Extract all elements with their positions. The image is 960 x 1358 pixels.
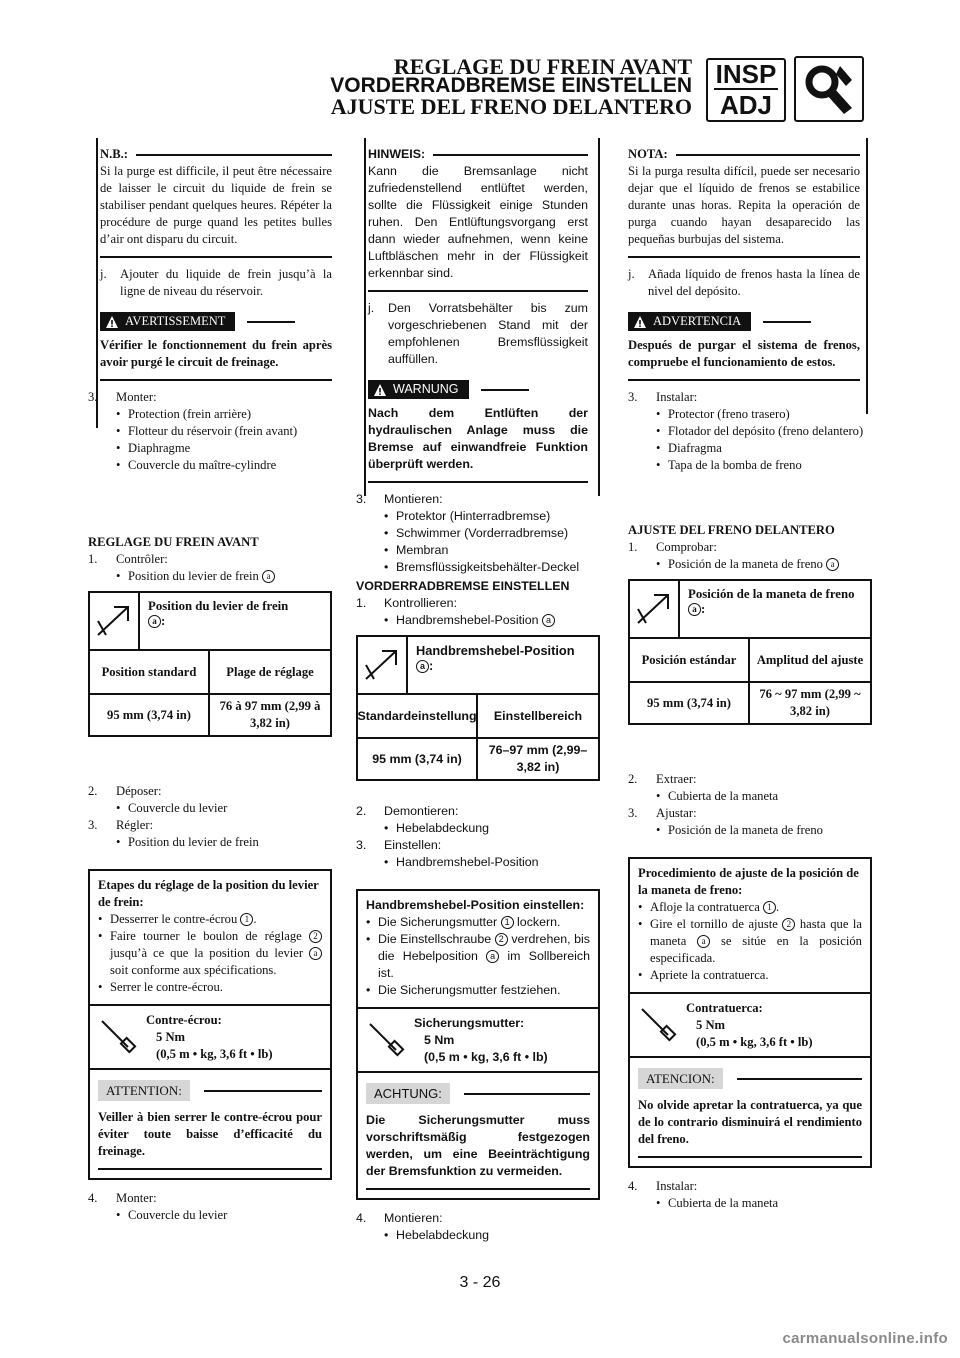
list-item: • Flotteur du réservoir (frein avant) xyxy=(116,424,298,438)
fr-install-list: 3. Monter: • Protection (frein arrière) • Flotteur du réservoir (frein avant) • Diaphragme • Couvercle du maître-cylindre xyxy=(88,389,332,474)
fr-procedure-box: Etapes du réglage de la position du levier de frein: • Desserrer le contre-écrou 1 . • Faire tourner le boulon de réglage 2 jusqu’à ce que la position du levier a soit conforme aux spécifications. • Serrer le contre-écrou. Contre-écrou: 5 Nm (0,5 m • kg, 3,6 ft • lb) ATTENTION: Veiller à bien serrer le contre-écrou pour éviter toute baisse d’efficacité du freinage. xyxy=(88,869,332,1180)
list-item: • Schwimmer (Vorderradbremse) xyxy=(384,526,569,540)
es-spec-table: Posición de la maneta de freno a : Posición estándar Amplitud del ajuste 95 mm (3,74 in) 76 ~ 97 mm (2,99 ~ 3,82 in) xyxy=(628,579,872,725)
list-item: • Tapa de la bomba de freno xyxy=(656,458,802,472)
badge-bottom: ADJ xyxy=(719,90,772,120)
page-number: 3 - 26 xyxy=(459,1274,501,1291)
es-install-list: 3. Instalar: • Protector (freno trasero) • Flotador del depósito (freno delantero) • Diafragma • Tapa de la bomba de freno xyxy=(628,389,872,474)
torque-wrench-icon xyxy=(90,1006,146,1068)
header-title-fr: REGLAGE DU FREIN AVANT xyxy=(393,54,692,79)
de-spec-table: Handbremshebel-Position a : Standardeinstellung Einstellbereich 95 mm (3,74 in) 76–97 mm (2,99–3,82 in) xyxy=(356,635,600,781)
es-note-header: NOTA: xyxy=(628,146,860,163)
de-procedure-box: Handbremshebel-Position einstellen: • Die Sicherungsmutter 1 lockern. • Die Einstellschraube 2 verdrehen, bis die Hebelposition a im Sollbereich ist. • Die Sicherungsmutter festziehen. Sicherungsmutter: 5 Nm (0,5 m • kg, 3,6 ft • lb) ACHTUNG: Die Sicherungsmutter muss vorschriftsmäßig festgezogen werden, um eine Beeinträchtigung der Bremsfunktion zu vermeiden. xyxy=(356,889,600,1200)
torque-wrench-icon xyxy=(630,994,686,1056)
fr-warning-header: AVERTISSEMENT xyxy=(100,312,332,331)
list-item: • Protection (frein arrière) xyxy=(116,407,252,421)
spec-icon xyxy=(90,593,140,649)
header-title-de: VORDERRADBREMSE EINSTELLEN xyxy=(330,74,692,97)
warning-icon xyxy=(374,384,386,396)
es-torque-spec: Contratuerca: 5 Nm (0,5 m • kg, 3,6 ft • lb) xyxy=(630,992,870,1056)
fr-note-text: Si la purge est difficile, il peut être nécessaire de laisser le circuit du liquide de frein se stabiliser pendant quelques heures. Répéter la procédure de purge quand les petites bulles d’air ont disparu du circuit. xyxy=(100,164,332,246)
warning-icon xyxy=(634,316,646,328)
fr-caution: ATTENTION: Veiller à bien serrer le contre-écrou pour éviter toute baisse d’efficacité du freinage. xyxy=(90,1068,330,1178)
es-warning-text: Después de purgar el sistema de frenos, compruebe el funcionamiento de estos. xyxy=(628,338,860,369)
de-caution: ACHTUNG: Die Sicherungsmutter muss vorschriftsmäßig festgezogen werden, um eine Beeinträchtigung der Bremsfunktion zu vermeiden. xyxy=(358,1071,598,1198)
list-item: • Couvercle du maître-cylindre xyxy=(116,458,277,472)
torque-wrench-icon xyxy=(358,1009,414,1071)
es-section-title: AJUSTE DEL FRENO DELANTERO xyxy=(628,523,835,537)
list-item: • Diafragma xyxy=(656,441,722,455)
list-item: • Bremsflüssigkeitsbehälter-Deckel xyxy=(384,560,580,574)
spec-icon xyxy=(358,637,408,693)
fr-warning-text: Vérifier le fonctionnement du frein après avoir purgé le circuit de freinage. xyxy=(100,338,332,369)
de-install-list: 3. Montieren: • Protektor (Hinterradbremse) • Schwimmer (Vorderradbremse) • Membran • Bremsflüssigkeitsbehälter-Deckel xyxy=(356,491,600,576)
badge-top: INSP xyxy=(715,59,777,89)
column-german: HINWEIS: Kann die Bremsanlage nicht zufriedenstellend entlüftet werden, sollte die Flüssigkeit einige Stunden ruhen. Den Entlüftungsvorgang erst dann wieder aufnehmen, wenn keine Luftbläschen mehr in der Flüssigkeit erkennbar sind. j. Den Vorratsbehälter bis zum vorgeschriebenen Stand mit der empfohlenen Bremsflüssigkeit auffüllen. WARNUNG Nach dem Entlüften der hydraulischen Anlage muss die Bremse auf einwandfreie Funktion überprüft werden. 3. Montieren: • Protektor (Hinterradbremse) • Schwimmer (Vorderradbremse) • Membran • Bremsflüssigkeitsbehälter-Deckel VORDERRADBREMSE EINSTELLEN 1. Kontrollieren: • Handbremshebel-Position a Handbremshebel-Position a : Standardeinstellung Einstellbereich 95 mm (3,74 in) 76–97 mm (2,99–3,82 in) 2. Demontieren: • Hebelabdeckung 3. Einstellen: • Handbremshebel-Position Handbremshebel-Position einstellen: • Die Sicherungsmutter 1 lockern. • Die Einstellschraube 2 verdrehen, bis die Hebelposition a im Sollbereich ist. • Die Sicherungsmutter festziehen. Sicherungsmutter: 5 Nm (0,5 m • kg, 3,6 ft • lb) ACHTUNG: Die Sicherungsmutter muss vorschriftsmäßig festgezogen werden, um eine Beeinträchtigung der Bremsfunktion zu vermeiden. 4. Montieren: • Hebelabdeckung xyxy=(356,130,600,1244)
list-item: • Diaphragme xyxy=(116,441,191,455)
de-torque-spec: Sicherungsmutter: 5 Nm (0,5 m • kg, 3,6 ft • lb) xyxy=(358,1007,598,1071)
es-step-j: j. Añada líquido de frenos hasta la línea de nivel del depósito. xyxy=(628,267,860,298)
fr-spec-table: Position du levier de frein a : Position standard Plage de réglage 95 mm (3,74 in) 76 à 97 mm (2,99 à 3,82 in) xyxy=(88,591,332,737)
list-item: • Protector (freno trasero) xyxy=(656,407,790,421)
tool-icon xyxy=(794,56,864,122)
column-french: N.B.: Si la purge est difficile, il peut être nécessaire de laisser le circuit du liquide de frein se stabiliser pendant quelques heures. Répéter la procédure de purge quand les petites bulles d’air ont disparu du circuit. j. Ajouter du liquide de frein jusqu’à la ligne de niveau du réservoir. AVERTISSEMENT Vérifier le fonctionnement du frein après avoir purgé le circuit de freinage. 3. Monter: • Protection (frein arrière) • Flotteur du réservoir (frein avant) • Diaphragme • Couvercle du maître-cylindre REGLAGE DU FREIN AVANT 1. Contrôler: • Position du levier de frein a Position du levier de frein a : Position standard Plage de réglage 95 mm (3,74 in) 76 à 97 mm (2,99 à 3,82 in) 2. Déposer: • Couvercle du levier 3. Régler: • Position du levier de frein Etapes du réglage de la position du levier de frein: • Desserrer le contre-écrou 1 . • Faire tourner le boulon de réglage 2 jusqu’à ce que la position du levier a soit conforme aux spécifications. • Serrer le contre-écrou. Contre-écrou: 5 Nm (0,5 m • kg, 3,6 ft • lb) ATTENTION: Veiller à bien serrer le contre-écrou pour éviter toute baisse d’efficacité du freinage. 4. Monter: • Couvercle du levier xyxy=(88,147,332,1222)
fr-note-header: N.B.: xyxy=(100,146,332,163)
es-warning-header: ADVERTENCIA xyxy=(628,312,860,331)
de-warning-text: Nach dem Entlüften der hydraulischen Anlage muss die Bremse auf einwandfreie Funktion überprüft werden. xyxy=(368,406,588,471)
list-item: • Membran xyxy=(384,543,449,557)
fr-section-title: REGLAGE DU FREIN AVANT xyxy=(88,535,259,549)
fr-step-j: j. Ajouter du liquide de frein jusqu’à la ligne de niveau du réservoir. xyxy=(100,267,332,298)
de-step-j: j. Den Vorratsbehälter bis zum vorgeschriebenen Stand mit der empfohlenen Bremsflüssigkeit auffüllen. xyxy=(368,301,588,366)
de-note-header: HINWEIS: xyxy=(368,146,588,163)
es-caution: ATENCION: No olvide apretar la contratuerca, ya que de lo contrario disminuirá el rendimiento del freno. xyxy=(630,1056,870,1166)
warning-icon xyxy=(106,316,118,328)
fr-torque-spec: Contre-écrou: 5 Nm (0,5 m • kg, 3,6 ft • lb) xyxy=(90,1004,330,1068)
es-note-text: Si la purga resulta difícil, puede ser necesario dejar que el líquido de frenos se estabilice durante unas horas. Repita la operación de purga cuando hayan desaparecido las pequeñas burbujas del sistema. xyxy=(628,164,860,246)
header-title-es: AJUSTE DEL FRENO DELANTERO xyxy=(330,94,692,119)
column-spanish: NOTA: Si la purga resulta difícil, puede ser necesario dejar que el líquido de frenos se estabilice durante unas horas. Repita la operación de purga cuando hayan desaparecido las pequeñas burbujas del sistema. j. Añada líquido de frenos hasta la línea de nivel del depósito. ADVERTENCIA Después de purgar el sistema de frenos, compruebe el funcionamiento de estos. 3. Instalar: • Protector (freno trasero) • Flotador del depósito (freno delantero) • Diafragma • Tapa de la bomba de freno AJUSTE DEL FRENO DELANTERO 1. Comprobar: • Posición de la maneta de freno a Posición de la maneta de freno a : Posición estándar Amplitud del ajuste 95 mm (3,74 in) 76 ~ 97 mm (2,99 ~ 3,82 in) 2. Extraer: • Cubierta de la maneta 3. Ajustar: • Posición de la maneta de freno Procedimiento de ajuste de la posición de la maneta de freno: • Afloje la contratuerca 1 . • Gire el tornillo de ajuste 2 hasta que la maneta a se sitúe en la posición especificada. • Apriete la contratuerca. Contratuerca: 5 Nm (0,5 m • kg, 3,6 ft • lb) ATENCION: No olvide apretar la contratuerca, ya que de lo contrario disminuirá el rendimiento del freno. 4. Instalar: • Cubierta de la maneta xyxy=(628,130,872,1212)
watermark: carmanualsonline.info xyxy=(782,1330,948,1347)
de-note-text: Kann die Bremsanlage nicht zufriedenstellend entlüftet werden, sollte die Flüssigkeit einige Stunden ruhen. Den Entlüftungsvorgang erst dann wieder aufnehmen, wenn keine Luftbläschen mehr in der Flüssigkeit erkennbar sind. xyxy=(368,164,588,280)
de-warning-header: WARNUNG xyxy=(368,380,588,399)
list-item: • Protektor (Hinterradbremse) xyxy=(384,509,551,523)
es-procedure-box: Procedimiento de ajuste de la posición de la maneta de freno: • Afloje la contratuerca 1 . • Gire el tornillo de ajuste 2 hasta que la maneta a se sitúe en la posición especificada. • Apriete la contratuerca. Contratuerca: 5 Nm (0,5 m • kg, 3,6 ft • lb) ATENCION: No olvide apretar la contratuerca, ya que de lo contrario disminuirá el rendimiento del freno. xyxy=(628,857,872,1168)
de-section-title: VORDERRADBREMSE EINSTELLEN xyxy=(356,579,570,593)
list-item: • Flotador del depósito (freno delantero) xyxy=(656,424,864,438)
spec-icon xyxy=(630,581,680,637)
insp-adj-badge xyxy=(706,58,786,122)
